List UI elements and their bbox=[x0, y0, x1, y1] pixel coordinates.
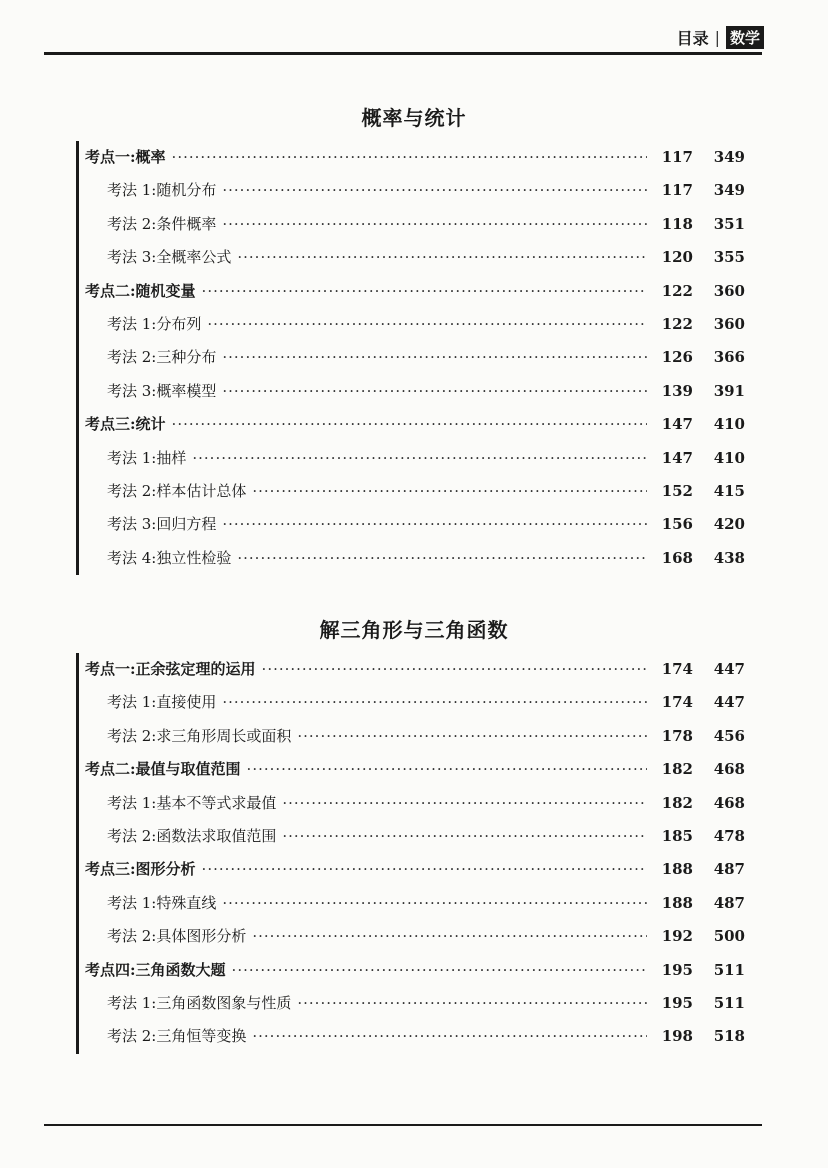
page-number: 168 bbox=[661, 548, 693, 567]
bottom-rule bbox=[44, 1124, 762, 1126]
running-header bbox=[677, 26, 764, 49]
leader-dots bbox=[222, 887, 647, 920]
page-number: 182 bbox=[661, 760, 693, 779]
toc-point-row[interactable] bbox=[79, 275, 749, 308]
leader-dots bbox=[247, 753, 647, 786]
leader-dots bbox=[252, 1020, 647, 1053]
toc-method-row[interactable] bbox=[79, 241, 749, 274]
leader-dots bbox=[172, 141, 647, 174]
leader-dots bbox=[222, 341, 647, 374]
answer-page-number: 511 bbox=[713, 993, 745, 1012]
toc-method-row[interactable] bbox=[79, 720, 749, 753]
toc-entry-label: 考法 3:概率模型 bbox=[107, 381, 217, 400]
toc-method-row[interactable] bbox=[79, 686, 749, 719]
toc-method-row[interactable] bbox=[79, 174, 749, 207]
toc-point-row[interactable] bbox=[79, 853, 749, 886]
toc-method-row[interactable] bbox=[79, 820, 749, 853]
leader-dots bbox=[237, 241, 647, 274]
answer-page-number: 500 bbox=[713, 927, 745, 946]
answer-page-number: 360 bbox=[713, 314, 745, 333]
toc-method-row[interactable] bbox=[79, 542, 749, 575]
leader-dots bbox=[237, 542, 647, 575]
toc-entry-label: 考法 2:样本估计总体 bbox=[107, 481, 247, 500]
answer-page-number: 351 bbox=[713, 214, 745, 233]
page-number: 195 bbox=[661, 993, 693, 1012]
top-rule bbox=[44, 52, 762, 55]
page-number: 117 bbox=[661, 148, 693, 166]
toc-entry-label: 考法 1:抽样 bbox=[107, 448, 187, 467]
toc-entry-label: 考法 2:条件概率 bbox=[107, 214, 217, 233]
toc-entry-label: 考法 3:回归方程 bbox=[107, 515, 217, 534]
toc-entry-label: 考法 2:函数法求取值范围 bbox=[107, 826, 277, 845]
answer-page-number: 468 bbox=[713, 793, 745, 812]
toc-entry-label: 考法 2:三种分布 bbox=[107, 348, 217, 367]
leader-dots bbox=[222, 508, 647, 541]
page-number: 174 bbox=[661, 660, 693, 678]
toc-list bbox=[76, 141, 749, 575]
answer-page-number: 349 bbox=[713, 148, 745, 166]
toc-method-row[interactable] bbox=[79, 308, 749, 341]
page-number: 139 bbox=[661, 381, 693, 400]
toc-point-row[interactable] bbox=[79, 753, 749, 786]
page-number: 195 bbox=[661, 960, 693, 979]
toc-entry-label: 考法 1:随机分布 bbox=[107, 181, 217, 200]
leader-dots bbox=[262, 653, 647, 686]
page-number: 152 bbox=[661, 481, 693, 500]
page-number: 198 bbox=[661, 1027, 693, 1046]
leader-dots bbox=[252, 475, 647, 508]
toc-point-row[interactable] bbox=[79, 653, 749, 686]
leader-dots bbox=[202, 853, 647, 886]
toc-entry-label: 考法 1:特殊直线 bbox=[107, 893, 217, 912]
answer-page-number: 349 bbox=[713, 181, 745, 200]
answer-page-number: 468 bbox=[713, 760, 745, 779]
answer-page-number: 456 bbox=[713, 726, 745, 745]
page-number: 117 bbox=[661, 181, 693, 200]
page-number: 185 bbox=[661, 826, 693, 845]
toc-entry-label: 考点二:随机变量 bbox=[85, 281, 196, 300]
toc-entry-label: 考点三:统计 bbox=[85, 415, 166, 434]
toc-entry-label: 考法 4:独立性检验 bbox=[107, 548, 232, 567]
page-number: 192 bbox=[661, 927, 693, 946]
page-number: 147 bbox=[661, 448, 693, 467]
page-number: 178 bbox=[661, 726, 693, 745]
page-number: 126 bbox=[661, 348, 693, 367]
toc-entry-label: 考法 1:基本不等式求最值 bbox=[107, 793, 277, 812]
toc-entry-label: 考法 1:分布列 bbox=[107, 314, 202, 333]
answer-page-number: 410 bbox=[713, 448, 745, 467]
leader-dots bbox=[297, 720, 647, 753]
leader-dots bbox=[207, 308, 647, 341]
answer-page-number: 518 bbox=[713, 1027, 745, 1046]
toc-method-row[interactable] bbox=[79, 787, 749, 820]
contents-label: 目录 bbox=[676, 29, 709, 48]
toc-entry-label: 考点四:三角函数大题 bbox=[85, 960, 226, 979]
toc-entry-label: 考法 2:三角恒等变换 bbox=[107, 1027, 247, 1046]
page-number: 188 bbox=[661, 893, 693, 912]
toc-method-row[interactable] bbox=[79, 1020, 749, 1053]
header-separator: | bbox=[714, 28, 720, 47]
toc-method-row[interactable] bbox=[79, 208, 749, 241]
toc-method-row[interactable] bbox=[79, 920, 749, 953]
page-number: 118 bbox=[661, 214, 693, 233]
answer-page-number: 366 bbox=[713, 348, 745, 367]
toc-method-row[interactable] bbox=[79, 375, 749, 408]
toc-point-row[interactable] bbox=[79, 954, 749, 987]
leader-dots bbox=[282, 787, 647, 820]
toc-entry-label: 考点一:正余弦定理的运用 bbox=[85, 660, 256, 678]
answer-page-number: 447 bbox=[713, 660, 745, 678]
leader-dots bbox=[232, 954, 647, 987]
toc-entry-label: 考法 1:直接使用 bbox=[107, 693, 217, 712]
leader-dots bbox=[222, 174, 647, 207]
answer-page-number: 487 bbox=[713, 893, 745, 912]
answer-page-number: 447 bbox=[713, 693, 745, 712]
toc-list bbox=[76, 653, 749, 1054]
leader-dots bbox=[222, 208, 647, 241]
leader-dots bbox=[282, 820, 647, 853]
toc-entry-label: 考点三:图形分析 bbox=[85, 860, 196, 879]
toc-method-row[interactable] bbox=[79, 887, 749, 920]
leader-dots bbox=[222, 375, 647, 408]
subject-label: 数学 bbox=[726, 26, 764, 49]
toc-entry-label: 考法 2:求三角形周长或面积 bbox=[107, 726, 292, 745]
page-number: 147 bbox=[661, 415, 693, 434]
section-probability-statistics bbox=[0, 103, 828, 575]
leader-dots bbox=[252, 920, 647, 953]
toc-point-row[interactable] bbox=[79, 141, 749, 174]
leader-dots bbox=[192, 442, 647, 475]
leader-dots bbox=[222, 686, 647, 719]
answer-page-number: 478 bbox=[713, 826, 745, 845]
toc-point-row[interactable] bbox=[79, 408, 749, 441]
page-number: 120 bbox=[661, 248, 693, 267]
section-triangles-trig bbox=[0, 615, 828, 1054]
answer-page-number: 360 bbox=[713, 281, 745, 300]
toc-method-row[interactable] bbox=[79, 475, 749, 508]
leader-dots bbox=[202, 275, 647, 308]
page-number: 156 bbox=[661, 515, 693, 534]
answer-page-number: 511 bbox=[713, 960, 745, 979]
leader-dots bbox=[172, 408, 647, 441]
answer-page-number: 420 bbox=[713, 515, 745, 534]
toc-method-row[interactable] bbox=[79, 987, 749, 1020]
answer-page-number: 355 bbox=[713, 248, 745, 267]
toc-entry-label: 考点二:最值与取值范围 bbox=[85, 760, 241, 779]
page-number: 182 bbox=[661, 793, 693, 812]
answer-page-number: 487 bbox=[713, 860, 745, 879]
section-title: 解三角形与三角函数 bbox=[319, 618, 509, 642]
answer-page-number: 438 bbox=[713, 548, 745, 567]
toc-method-row[interactable] bbox=[79, 341, 749, 374]
toc-method-row[interactable] bbox=[79, 508, 749, 541]
answer-page-number: 391 bbox=[713, 381, 745, 400]
toc-entry-label: 考法 2:具体图形分析 bbox=[107, 927, 247, 946]
page-number: 174 bbox=[661, 693, 693, 712]
toc-entry-label: 考法 3:全概率公式 bbox=[107, 248, 232, 267]
toc-entry-label: 考点一:概率 bbox=[85, 148, 166, 166]
page-number: 122 bbox=[661, 281, 693, 300]
page-number: 122 bbox=[661, 314, 693, 333]
leader-dots bbox=[297, 987, 647, 1020]
toc-method-row[interactable] bbox=[79, 442, 749, 475]
answer-page-number: 415 bbox=[713, 481, 745, 500]
page-number: 188 bbox=[661, 860, 693, 879]
toc-entry-label: 考法 1:三角函数图象与性质 bbox=[107, 993, 292, 1012]
section-title: 概率与统计 bbox=[361, 106, 467, 130]
answer-page-number: 410 bbox=[713, 415, 745, 434]
